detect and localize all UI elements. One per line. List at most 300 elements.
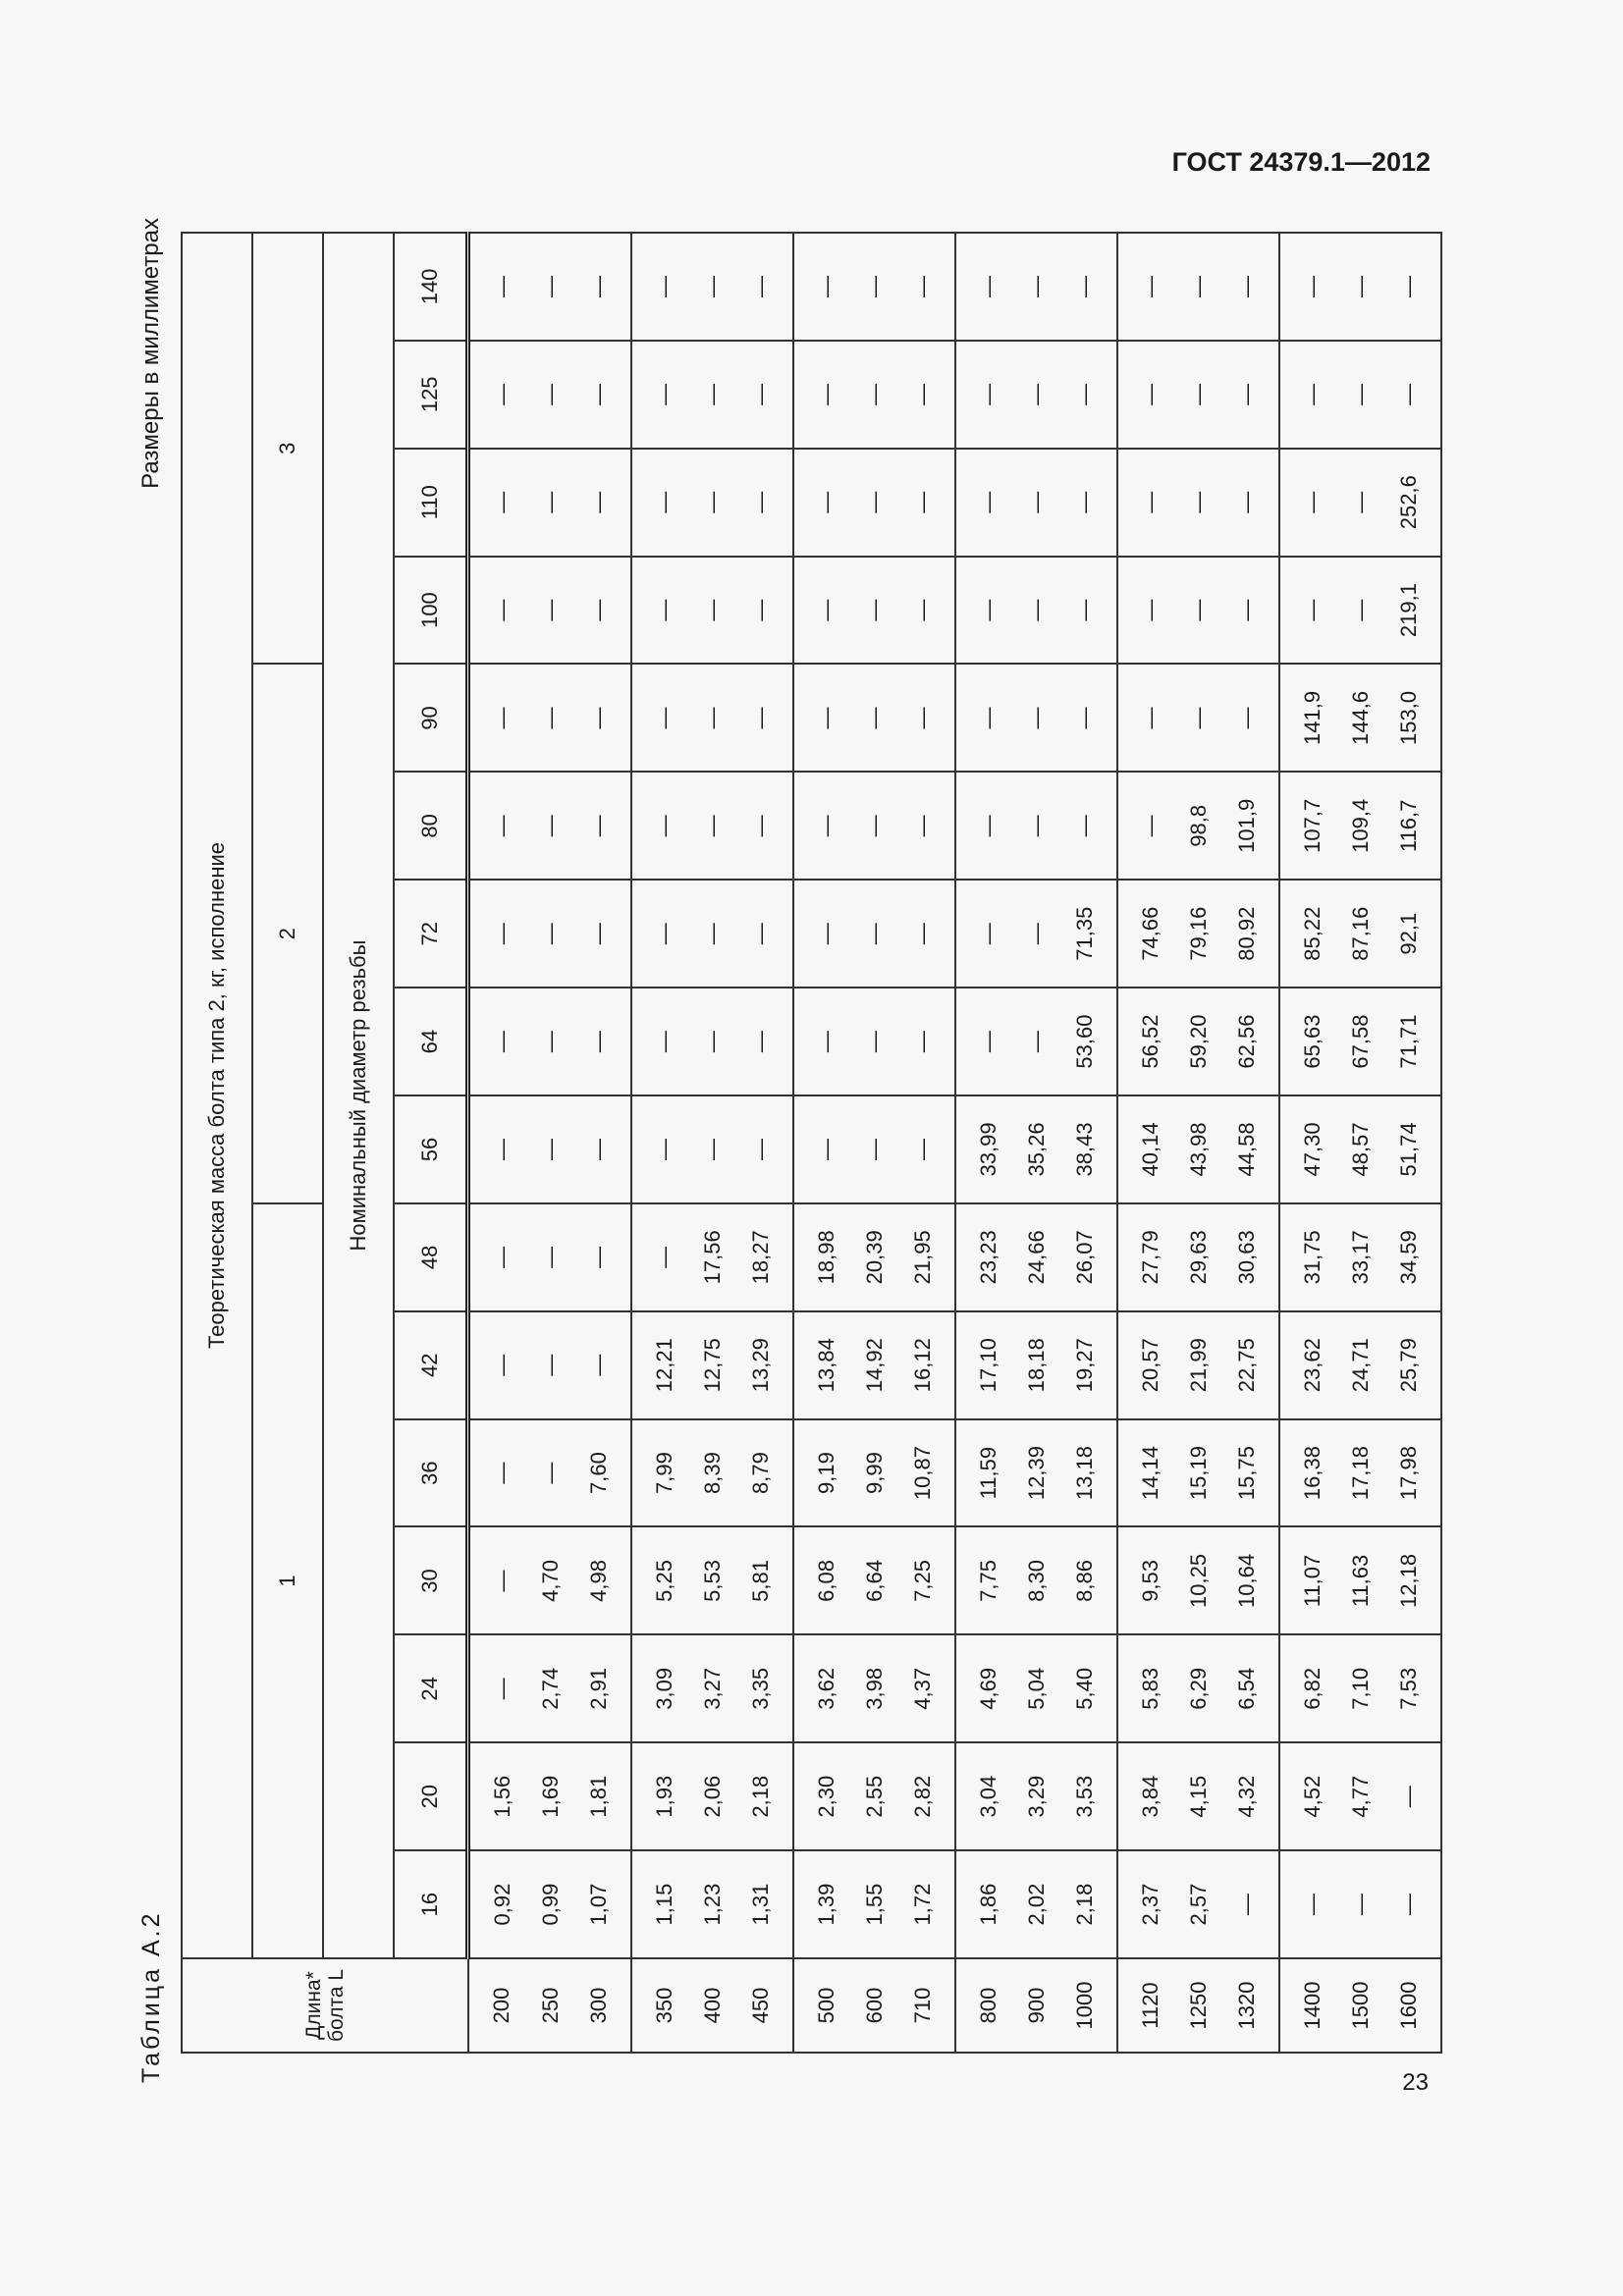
diameter-row [394, 233, 468, 2053]
mass-cell: 1,23 [688, 1850, 736, 1958]
mass-cell: 4,70 [526, 1527, 574, 1635]
mass-cell: 4,15 [1174, 1742, 1222, 1850]
mass-cell: — [1336, 1850, 1384, 1958]
mass-cell: — [526, 665, 574, 773]
mass-cell: — [850, 988, 898, 1095]
mass-cell: — [1117, 665, 1174, 773]
mass-cell: — [688, 665, 736, 773]
mass-cell: 4,69 [955, 1634, 1012, 1742]
mass-cell: — [1222, 665, 1279, 773]
mass-cell: — [688, 557, 736, 665]
mass-cell: 43,98 [1174, 1095, 1222, 1203]
mass-cell: 12,21 [631, 1311, 688, 1419]
mass-cell: 2,82 [898, 1742, 955, 1850]
mass-cell: — [1012, 880, 1060, 988]
mass-cell: — [631, 341, 688, 449]
units-note: Размеры в миллиметрах [137, 218, 164, 489]
mass-cell: 3,04 [955, 1742, 1012, 1850]
mass-cell: 2,18 [1060, 1850, 1117, 1958]
mass-cell: — [574, 772, 631, 880]
table-row [1279, 233, 1336, 2053]
mass-cell: 87,16 [1336, 880, 1384, 988]
mass-cell: 12,39 [1012, 1419, 1060, 1527]
mass-cell: 35,26 [1012, 1095, 1060, 1203]
table-row [1174, 233, 1222, 2053]
mass-cell: 79,16 [1174, 880, 1222, 988]
mass-cell: — [1336, 233, 1384, 341]
diameter-cell: 24 [394, 1634, 468, 1742]
document-id: ГОСТ 24379.1—2012 [1171, 147, 1431, 177]
mass-cell: 2,57 [1174, 1850, 1222, 1958]
mass-cell: — [793, 665, 850, 773]
mass-cell: 98,8 [1174, 772, 1222, 880]
mass-cell: — [1117, 341, 1174, 449]
mass-cell: 1,93 [631, 1742, 688, 1850]
mass-cell: 4,32 [1222, 1742, 1279, 1850]
mass-cell: 80,92 [1222, 880, 1279, 988]
mass-cell: — [526, 557, 574, 665]
length-cell: 600 [850, 1958, 898, 2053]
table-row [574, 233, 631, 2053]
mass-cell: 13,18 [1060, 1419, 1117, 1527]
mass-cell: 144,6 [1336, 665, 1384, 773]
mass-cell: 31,75 [1279, 1203, 1336, 1311]
mass-cell: 9,99 [850, 1419, 898, 1527]
mass-cell: 3,53 [1060, 1742, 1117, 1850]
mass-cell: 5,04 [1012, 1634, 1060, 1742]
table-row [468, 233, 527, 2053]
mass-cell: 3,09 [631, 1634, 688, 1742]
mass-cell: — [850, 449, 898, 557]
mass-cell: — [574, 1311, 631, 1419]
mass-cell: — [574, 665, 631, 773]
table-row [688, 233, 736, 2053]
mass-cell: 6,54 [1222, 1634, 1279, 1742]
mass-cell: — [793, 880, 850, 988]
mass-cell: — [736, 233, 793, 341]
mass-cell: 0,99 [526, 1850, 574, 1958]
mass-cell: 153,0 [1384, 665, 1441, 773]
mass-cell: — [955, 449, 1012, 557]
mass-cell: — [793, 557, 850, 665]
table-row [793, 233, 850, 2053]
mass-cell: 15,19 [1174, 1419, 1222, 1527]
mass-cell: 8,39 [688, 1419, 736, 1527]
mass-cell: — [955, 341, 1012, 449]
page-number: 23 [1402, 2069, 1429, 2096]
mass-cell: — [736, 988, 793, 1095]
mass-cell: 4,77 [1336, 1742, 1384, 1850]
mass-cell: 1,81 [574, 1742, 631, 1850]
execution-1: 1 [252, 1203, 323, 1958]
mass-cell: 18,98 [793, 1203, 850, 1311]
mass-cell: — [631, 880, 688, 988]
mass-cell: 252,6 [1384, 449, 1441, 557]
mass-cell: — [631, 772, 688, 880]
mass-cell: — [736, 880, 793, 988]
mass-cell: — [468, 233, 527, 341]
mass-cell: — [526, 1095, 574, 1203]
length-cell: 350 [631, 1958, 688, 2053]
mass-cell: — [631, 1203, 688, 1311]
mass-cell: 14,92 [850, 1311, 898, 1419]
mass-cell: — [955, 557, 1012, 665]
mass-cell: 67,58 [1336, 988, 1384, 1095]
mass-cell: 3,62 [793, 1634, 850, 1742]
table-row [898, 233, 955, 2053]
mass-cell: 18,18 [1012, 1311, 1060, 1419]
mass-cell: — [955, 665, 1012, 773]
diameter-cell: 72 [394, 880, 468, 988]
mass-cell: — [526, 1203, 574, 1311]
mass-cell: 51,74 [1384, 1095, 1441, 1203]
mass-cell: — [793, 449, 850, 557]
mass-cell: — [1174, 665, 1222, 773]
mass-cell: — [574, 1095, 631, 1203]
diameter-cell: 140 [394, 233, 468, 341]
mass-cell: — [1012, 988, 1060, 1095]
mass-cell: 44,58 [1222, 1095, 1279, 1203]
mass-cell: — [1117, 449, 1174, 557]
mass-cell: — [574, 557, 631, 665]
mass-cell: — [526, 1311, 574, 1419]
mass-cell: — [898, 1095, 955, 1203]
mass-cell: — [850, 233, 898, 341]
mass-cell: 10,25 [1174, 1527, 1222, 1635]
mass-cell: 13,84 [793, 1311, 850, 1419]
mass-cell: — [574, 1203, 631, 1311]
mass-cell: — [1174, 341, 1222, 449]
mass-cell: — [898, 557, 955, 665]
table-row [1384, 233, 1441, 2053]
length-cell: 1250 [1174, 1958, 1222, 2053]
mass-cell: 2,37 [1117, 1850, 1174, 1958]
mass-cell: 27,79 [1117, 1203, 1174, 1311]
diameter-header: Номинальный диаметр резьбы [323, 233, 394, 1958]
mass-cell: 29,63 [1174, 1203, 1222, 1311]
mass-cell: — [1336, 449, 1384, 557]
mass-cell: — [898, 341, 955, 449]
diameter-cell: 36 [394, 1419, 468, 1527]
mass-cell: — [1336, 341, 1384, 449]
mass-cell: 17,18 [1336, 1419, 1384, 1527]
mass-cell: — [1060, 772, 1117, 880]
mass-cell: 7,60 [574, 1419, 631, 1527]
mass-cell: 6,08 [793, 1527, 850, 1635]
mass-cell: 16,12 [898, 1311, 955, 1419]
mass-cell: — [631, 988, 688, 1095]
mass-cell: — [1384, 1850, 1441, 1958]
table-row [1336, 233, 1384, 2053]
mass-cell: 7,10 [1336, 1634, 1384, 1742]
table-row [631, 233, 688, 2053]
mass-cell: — [1174, 557, 1222, 665]
mass-cell: 3,35 [736, 1634, 793, 1742]
mass-cell: — [1012, 233, 1060, 341]
table-row [526, 233, 574, 2053]
mass-cell: 2,18 [736, 1742, 793, 1850]
table-row [955, 233, 1012, 2053]
mass-cell: 92,1 [1384, 880, 1441, 988]
table-row [1060, 233, 1117, 2053]
mass-cell: — [526, 988, 574, 1095]
mass-cell: 33,99 [955, 1095, 1012, 1203]
mass-cell: 8,79 [736, 1419, 793, 1527]
mass-cell: 8,30 [1012, 1527, 1060, 1635]
length-cell: 1320 [1222, 1958, 1279, 2053]
mass-cell: — [1279, 233, 1336, 341]
mass-cell: 5,53 [688, 1527, 736, 1635]
mass-cell: — [850, 880, 898, 988]
mass-cell: 2,74 [526, 1634, 574, 1742]
length-cell: 900 [1012, 1958, 1060, 2053]
mass-cell: 2,91 [574, 1634, 631, 1742]
mass-cell: 17,98 [1384, 1419, 1441, 1527]
mass-cell: 2,55 [850, 1742, 898, 1850]
mass-cell: — [688, 772, 736, 880]
mass-cell: — [736, 772, 793, 880]
mass-cell: — [1222, 233, 1279, 341]
mass-cell: — [898, 988, 955, 1095]
mass-cell: 47,30 [1279, 1095, 1336, 1203]
mass-cell: 116,7 [1384, 772, 1441, 880]
mass-cell: 141,9 [1279, 665, 1336, 773]
mass-cell: 9,19 [793, 1419, 850, 1527]
mass-cell: 33,17 [1336, 1203, 1384, 1311]
mass-cell: 12,75 [688, 1311, 736, 1419]
mass-cell: — [898, 233, 955, 341]
mass-cell: 26,07 [1060, 1203, 1117, 1311]
mass-cell: 3,98 [850, 1634, 898, 1742]
mass-cell: — [1279, 1850, 1336, 1958]
mass-cell: — [688, 880, 736, 988]
table-row [1117, 233, 1174, 2053]
mass-cell: — [688, 1095, 736, 1203]
length-cell: 1600 [1384, 1958, 1441, 2053]
mass-cell: — [468, 557, 527, 665]
mass-cell: — [688, 341, 736, 449]
mass-cell: — [468, 1095, 527, 1203]
table-caption: Таблица А.2 [137, 1910, 165, 2083]
mass-cell: — [1279, 557, 1336, 665]
mass-cell: — [631, 665, 688, 773]
mass-cell: 7,99 [631, 1419, 688, 1527]
table-row [850, 233, 898, 2053]
mass-cell: — [468, 988, 527, 1095]
mass-cell: 10,87 [898, 1419, 955, 1527]
mass-cell: 7,25 [898, 1527, 955, 1635]
mass-cell: 1,56 [468, 1742, 527, 1850]
mass-cell: 6,82 [1279, 1634, 1336, 1742]
mass-cell: 5,25 [631, 1527, 688, 1635]
mass-cell: 3,27 [688, 1634, 736, 1742]
mass-cell: — [850, 1095, 898, 1203]
mass-cell: — [1222, 557, 1279, 665]
mass-cell: 24,66 [1012, 1203, 1060, 1311]
mass-cell: 5,83 [1117, 1634, 1174, 1742]
mass-cell: — [526, 341, 574, 449]
mass-cell: — [1384, 341, 1441, 449]
mass-cell: — [574, 341, 631, 449]
mass-header: Теоретическая масса болта типа 2, кг, исполнение [182, 233, 252, 1958]
mass-cell: 62,56 [1222, 988, 1279, 1095]
mass-cell: — [850, 665, 898, 773]
mass-cell: — [1279, 341, 1336, 449]
mass-cell: 59,20 [1174, 988, 1222, 1095]
mass-cell: 2,30 [793, 1742, 850, 1850]
mass-cell: 5,40 [1060, 1634, 1117, 1742]
mass-cell: 16,38 [1279, 1419, 1336, 1527]
mass-cell: — [631, 1095, 688, 1203]
mass-cell: — [526, 1419, 574, 1527]
length-cell: 300 [574, 1958, 631, 2053]
diameter-cell: 110 [394, 449, 468, 557]
mass-cell: — [574, 449, 631, 557]
mass-cell: — [1012, 772, 1060, 880]
mass-cell: — [631, 557, 688, 665]
mass-cell: 22,75 [1222, 1311, 1279, 1419]
mass-cell: 21,99 [1174, 1311, 1222, 1419]
length-cell: 500 [793, 1958, 850, 2053]
mass-cell: — [1336, 557, 1384, 665]
mass-cell: 4,98 [574, 1527, 631, 1635]
rotated-table-page [137, 218, 1434, 2083]
mass-cell: — [468, 1419, 527, 1527]
diameter-cell: 16 [394, 1850, 468, 1958]
length-cell: 200 [468, 1958, 527, 2053]
mass-cell: 1,55 [850, 1850, 898, 1958]
mass-cell: 23,62 [1279, 1311, 1336, 1419]
mass-cell: 8,86 [1060, 1527, 1117, 1635]
mass-cell: — [1060, 449, 1117, 557]
mass-cell: — [850, 341, 898, 449]
mass-cell: 30,63 [1222, 1203, 1279, 1311]
table-body [468, 233, 1442, 2053]
execution-3: 3 [252, 233, 323, 665]
diameter-cell: 42 [394, 1311, 468, 1419]
mass-cell: — [1384, 233, 1441, 341]
mass-cell: 17,10 [955, 1311, 1012, 1419]
diameter-cell: 64 [394, 988, 468, 1095]
mass-cell: 15,75 [1222, 1419, 1279, 1527]
mass-cell: 71,35 [1060, 880, 1117, 988]
mass-cell: — [793, 772, 850, 880]
mass-cell: 38,43 [1060, 1095, 1117, 1203]
mass-cell: 56,52 [1117, 988, 1174, 1095]
mass-cell: — [793, 341, 850, 449]
mass-cell: — [898, 665, 955, 773]
mass-cell: — [850, 772, 898, 880]
mass-cell: 25,79 [1384, 1311, 1441, 1419]
mass-cell: 9,53 [1117, 1527, 1174, 1635]
length-cell: 250 [526, 1958, 574, 2053]
mass-cell: — [898, 880, 955, 988]
mass-cell: 2,02 [1012, 1850, 1060, 1958]
diameter-cell: 80 [394, 772, 468, 880]
mass-cell: 10,64 [1222, 1527, 1279, 1635]
length-cell: 1500 [1336, 1958, 1384, 2053]
table-row [1222, 233, 1279, 2053]
mass-cell: — [1012, 557, 1060, 665]
mass-cell: 53,60 [1060, 988, 1117, 1095]
length-cell: 450 [736, 1958, 793, 2053]
mass-cell: — [631, 233, 688, 341]
mass-cell: 1,15 [631, 1850, 688, 1958]
mass-cell: 34,59 [1384, 1203, 1441, 1311]
mass-cell: 12,18 [1384, 1527, 1441, 1635]
mass-cell: 1,86 [955, 1850, 1012, 1958]
mass-cell: 4,37 [898, 1634, 955, 1742]
mass-cell: — [468, 880, 527, 988]
mass-cell: 24,71 [1336, 1311, 1384, 1419]
mass-cell: 3,84 [1117, 1742, 1174, 1850]
mass-cell: — [736, 665, 793, 773]
mass-cell: — [793, 988, 850, 1095]
mass-cell: — [736, 341, 793, 449]
diameter-cell: 20 [394, 1742, 468, 1850]
mass-cell: — [688, 233, 736, 341]
mass-cell: — [468, 665, 527, 773]
mass-cell: 11,07 [1279, 1527, 1336, 1635]
diameter-cell: 30 [394, 1527, 468, 1635]
mass-cell: — [688, 449, 736, 557]
mass-cell: — [1384, 1742, 1441, 1850]
mass-cell: — [468, 1634, 527, 1742]
mass-cell: — [1222, 341, 1279, 449]
mass-cell: — [468, 449, 527, 557]
mass-cell: 6,64 [850, 1527, 898, 1635]
mass-cell: 2,06 [688, 1742, 736, 1850]
mass-cell: 71,71 [1384, 988, 1441, 1095]
length-header-line1: Длина* [301, 1971, 325, 2040]
mass-cell: 5,81 [736, 1527, 793, 1635]
mass-cell: 74,66 [1117, 880, 1174, 988]
mass-cell: — [631, 449, 688, 557]
mass-cell: 1,31 [736, 1850, 793, 1958]
mass-cell: 11,59 [955, 1419, 1012, 1527]
mass-cell: 7,75 [955, 1527, 1012, 1635]
mass-cell: 107,7 [1279, 772, 1336, 880]
mass-cell: — [468, 341, 527, 449]
diameter-cell: 100 [394, 557, 468, 665]
mass-cell: — [1012, 341, 1060, 449]
length-cell: 1000 [1060, 1958, 1117, 2053]
mass-cell: — [468, 772, 527, 880]
length-cell: 1400 [1279, 1958, 1336, 2053]
mass-cell: — [526, 233, 574, 341]
mass-cell: — [574, 880, 631, 988]
mass-cell: 13,29 [736, 1311, 793, 1419]
mass-cell: — [955, 772, 1012, 880]
mass-cell: — [468, 1203, 527, 1311]
mass-cell: — [1060, 557, 1117, 665]
mass-cell: — [688, 988, 736, 1095]
diameter-cell: 90 [394, 665, 468, 773]
mass-cell: 109,4 [1336, 772, 1384, 880]
length-header [182, 1958, 468, 2053]
mass-cell: 21,95 [898, 1203, 955, 1311]
mass-cell: — [1117, 772, 1174, 880]
mass-cell: 101,9 [1222, 772, 1279, 880]
length-cell: 710 [898, 1958, 955, 2053]
length-cell: 400 [688, 1958, 736, 2053]
mass-cell: — [1117, 557, 1174, 665]
mass-cell: — [468, 1311, 527, 1419]
mass-cell: — [1222, 449, 1279, 557]
mass-cell: 1,39 [793, 1850, 850, 1958]
diameter-cell: 125 [394, 341, 468, 449]
table-row [736, 233, 793, 2053]
